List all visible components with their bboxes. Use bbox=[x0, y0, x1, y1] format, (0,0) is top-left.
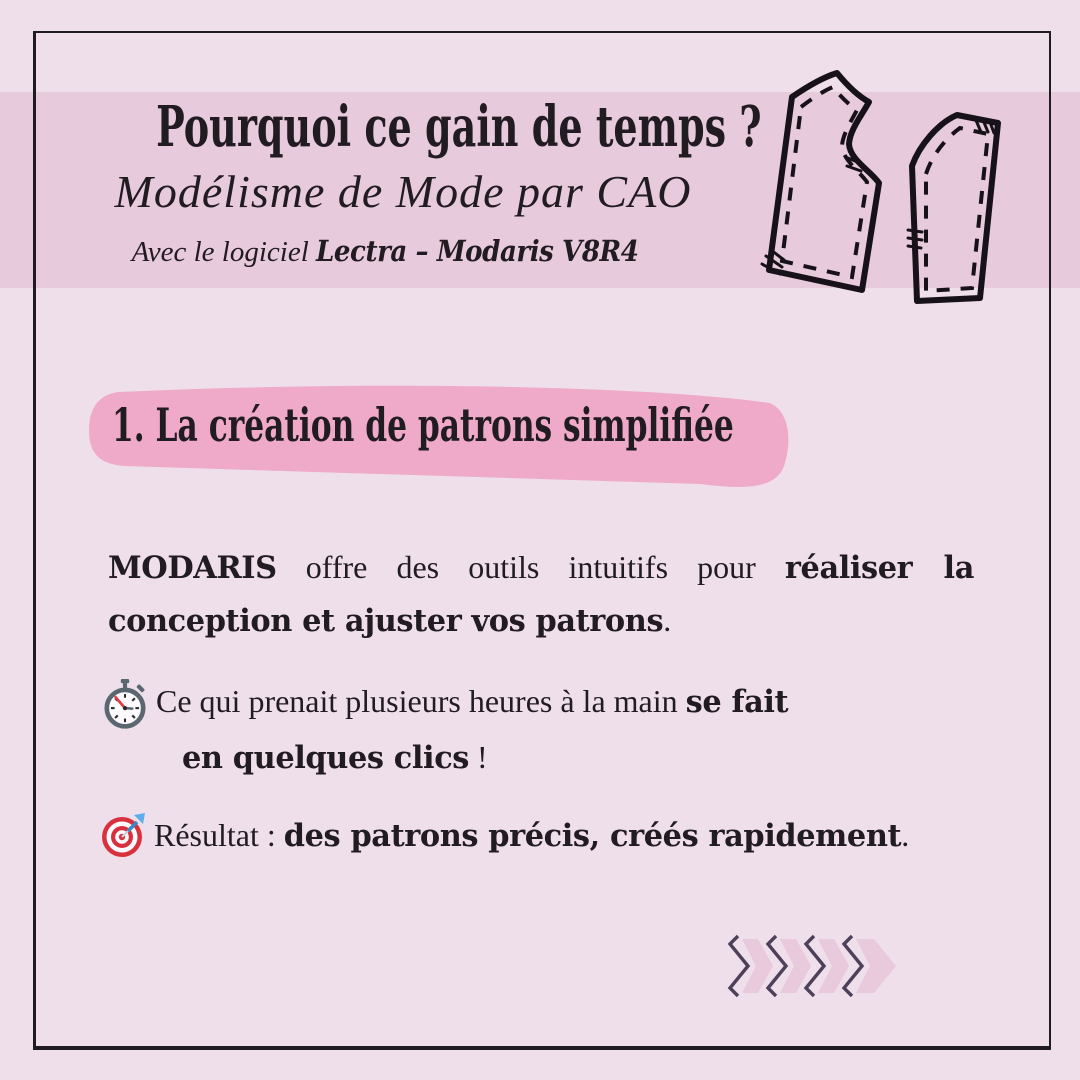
page-subtitle: Modélisme de Mode par CAO bbox=[114, 165, 692, 217]
header bbox=[40, 96, 766, 269]
section-heading: 1. La création de patrons simplifiée bbox=[112, 398, 734, 452]
bullet-line: Ce qui prenait plusieurs heures à la main se fait bbox=[156, 683, 789, 720]
pattern-piece-front bbox=[762, 73, 879, 290]
page-title: Pourquoi ce gain de temps ? bbox=[156, 94, 762, 160]
stopwatch-icon bbox=[102, 679, 148, 731]
software-line-prefix: Avec le logiciel bbox=[131, 235, 317, 268]
bullet-text bbox=[154, 808, 1020, 864]
software-name: Lectra – Modaris V8R4 bbox=[316, 233, 639, 268]
section-heading-block bbox=[80, 378, 794, 500]
next-chevrons-decor bbox=[712, 923, 902, 1008]
body-paragraph bbox=[108, 541, 974, 648]
dart-target-icon bbox=[100, 813, 146, 859]
paragraph-line: MODARIS offre des outils intuitifs pour réaliser la bbox=[108, 549, 974, 586]
paragraph-line: conception et ajuster vos patrons. bbox=[108, 602, 672, 639]
bullet-text bbox=[156, 674, 1002, 786]
pattern-piece-back bbox=[908, 115, 998, 301]
sewing-pattern-illustration bbox=[748, 60, 1010, 328]
bullet-line: en quelques clics ! bbox=[182, 739, 488, 776]
bullet-time-saving bbox=[102, 674, 1002, 786]
software-line bbox=[40, 234, 766, 270]
bullet-result bbox=[100, 808, 1020, 864]
bullet-line: Résultat : des patrons précis, créés rapidement. bbox=[154, 817, 910, 854]
